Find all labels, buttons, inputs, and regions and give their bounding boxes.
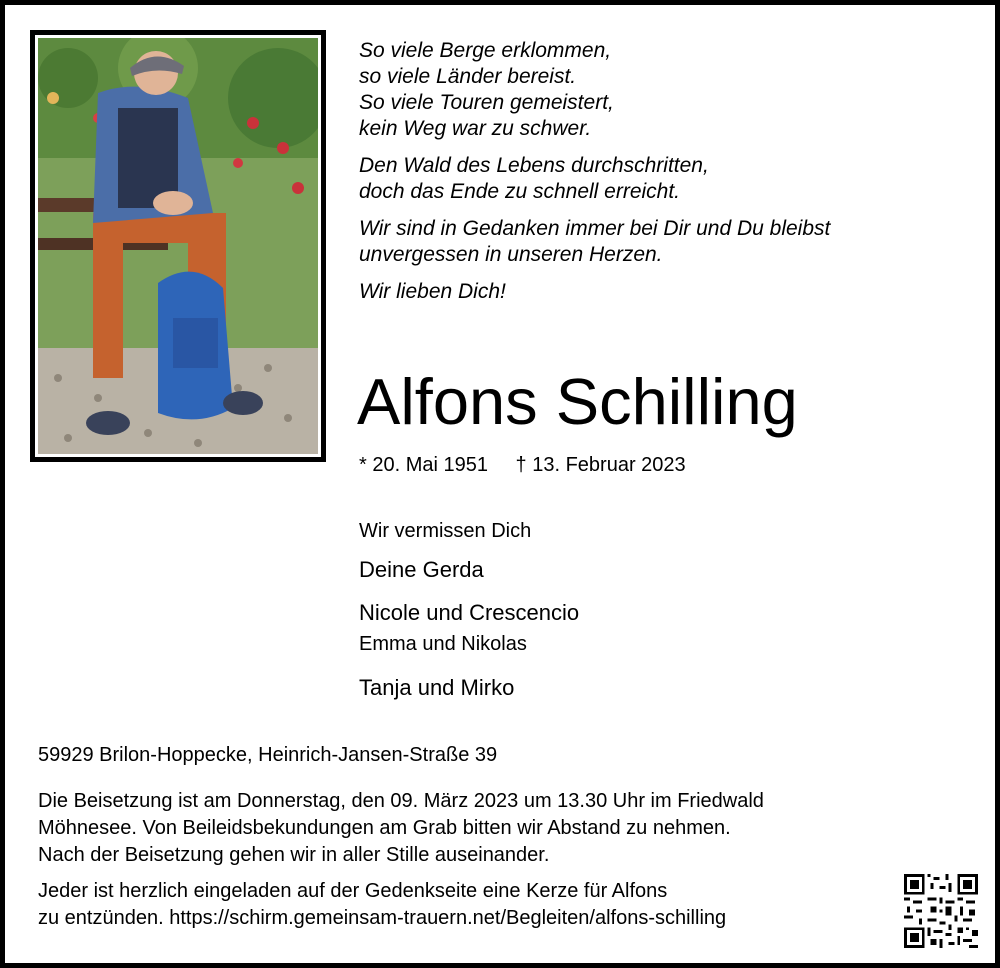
portrait-image: [38, 38, 318, 454]
poem-line: Wir lieben Dich!: [359, 280, 506, 303]
portrait-photo: [30, 30, 326, 462]
mourner-name: Tanja und Mirko: [359, 675, 515, 700]
memorial-poem: [359, 38, 959, 316]
mourner-name: Deine Gerda: [359, 557, 484, 582]
poem-stanza: [359, 153, 959, 205]
mourner-name: Emma und Nikolas: [359, 633, 527, 655]
mourners-intro: Wir vermissen Dich: [359, 520, 532, 542]
poem-line: So viele Berge erklommen,: [359, 39, 612, 62]
guestbook-line: Jeder ist herzlich eingeladen auf der Gedenkseite eine Kerze für Alfons: [38, 880, 668, 902]
guestbook-line[interactable]: zu entzünden. https://schirm.gemeinsam-trauern.net/Begleiten/alfons-schilling: [38, 907, 727, 929]
poem-line: So viele Touren gemeistert,: [359, 91, 614, 114]
poem-line: so viele Länder bereist.: [359, 65, 577, 88]
poem-line: unvergessen in unseren Herzen.: [359, 243, 663, 266]
poem-stanza: [359, 216, 959, 268]
poem-line: doch das Ende zu schnell erreicht.: [359, 180, 681, 203]
qr-code-icon[interactable]: [904, 874, 978, 948]
poem-line: Den Wald des Lebens durchschritten,: [359, 154, 709, 177]
guestbook-invitation: [38, 878, 726, 932]
mourner-name: Nicole und Crescencio: [359, 600, 580, 625]
birth-date: * 20. Mai 1951: [359, 454, 488, 476]
funeral-info-line: Möhnesee. Von Beileidsbekundungen am Grab bitten wir Abstand zu nehmen.: [38, 817, 731, 839]
family-address: 59929 Brilon-Hoppecke, Heinrich-Jansen-Straße 39: [38, 744, 498, 766]
death-date: † 13. Februar 2023: [515, 454, 686, 476]
funeral-info-line: Die Beisetzung ist am Donnerstag, den 09. März 2023 um 13.30 Uhr im Friedwald: [38, 790, 764, 812]
poem-line: Wir sind in Gedanken immer bei Dir und Du bleibst: [359, 217, 831, 240]
funeral-info-line: Nach der Beisetzung gehen wir in aller Stille auseinander.: [38, 844, 550, 866]
deceased-name: Alfons Schilling: [357, 365, 798, 438]
life-dates: [359, 452, 686, 478]
poem-stanza: [359, 279, 959, 305]
poem-line: kein Weg war zu schwer.: [359, 117, 592, 140]
funeral-info: [38, 788, 938, 869]
poem-stanza: [359, 38, 959, 142]
